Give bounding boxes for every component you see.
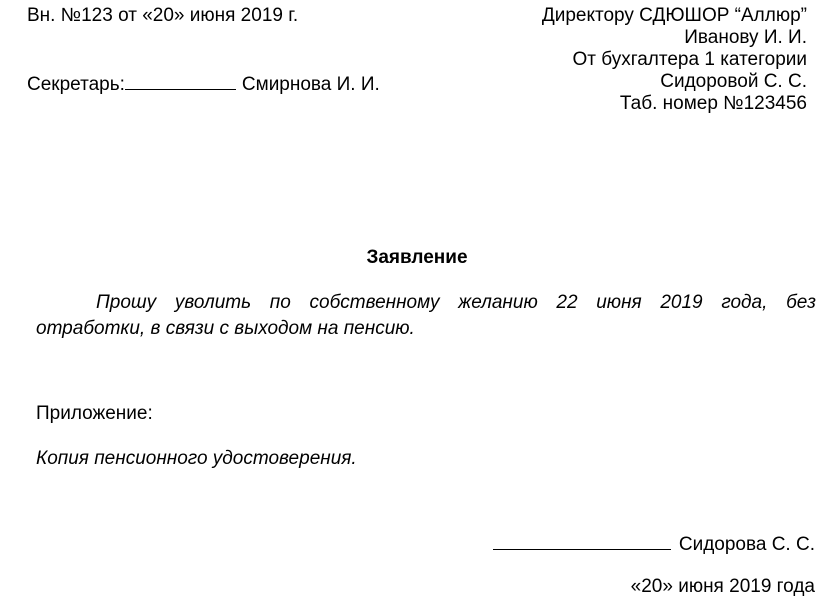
body-line-1 <box>36 290 816 316</box>
body-word: июня <box>596 292 642 313</box>
signature-date: «20» июня 2019 года <box>630 576 815 597</box>
addressee-line-5: Таб. номер №123456 <box>619 93 807 114</box>
body-word: по <box>269 292 291 313</box>
appendix-label: Приложение: <box>36 403 153 424</box>
signature-name: Сидорова С. С. <box>678 534 815 555</box>
body-word: 2019 <box>660 292 703 313</box>
body-word: без <box>786 292 816 313</box>
registration-number: Вн. №123 от «20» июня 2019 г. <box>27 5 299 26</box>
addressee-line-4: Сидоровой С. С. <box>660 71 807 92</box>
addressee-line-1: Директору СДЮШОР “Аллюр” <box>541 5 807 26</box>
document-title: Заявление <box>366 247 468 268</box>
secretary-name: Смирнова И. И. <box>241 74 380 95</box>
body-word: желанию <box>458 292 538 313</box>
signature-line <box>493 533 671 550</box>
secretary-line <box>27 73 380 96</box>
secretary-signature-line <box>125 73 236 90</box>
secretary-label: Секретарь: <box>27 74 125 95</box>
body-word: собственному <box>309 292 440 313</box>
body-line-2: отработки, в связи с выходом на пенсию. <box>36 318 415 339</box>
addressee-line-2: Иванову И. И. <box>684 27 807 48</box>
addressee-line-3: От бухгалтера 1 категории <box>572 49 807 70</box>
body-word: уволить <box>174 292 252 313</box>
signature-row <box>493 533 815 556</box>
addressee-block <box>542 5 807 115</box>
body-word: Прошу <box>96 292 157 313</box>
body-word: 22 <box>556 292 578 313</box>
document-body <box>36 290 816 342</box>
body-word: года, <box>721 292 768 313</box>
appendix-value: Копия пенсионного удостоверения. <box>36 448 357 469</box>
